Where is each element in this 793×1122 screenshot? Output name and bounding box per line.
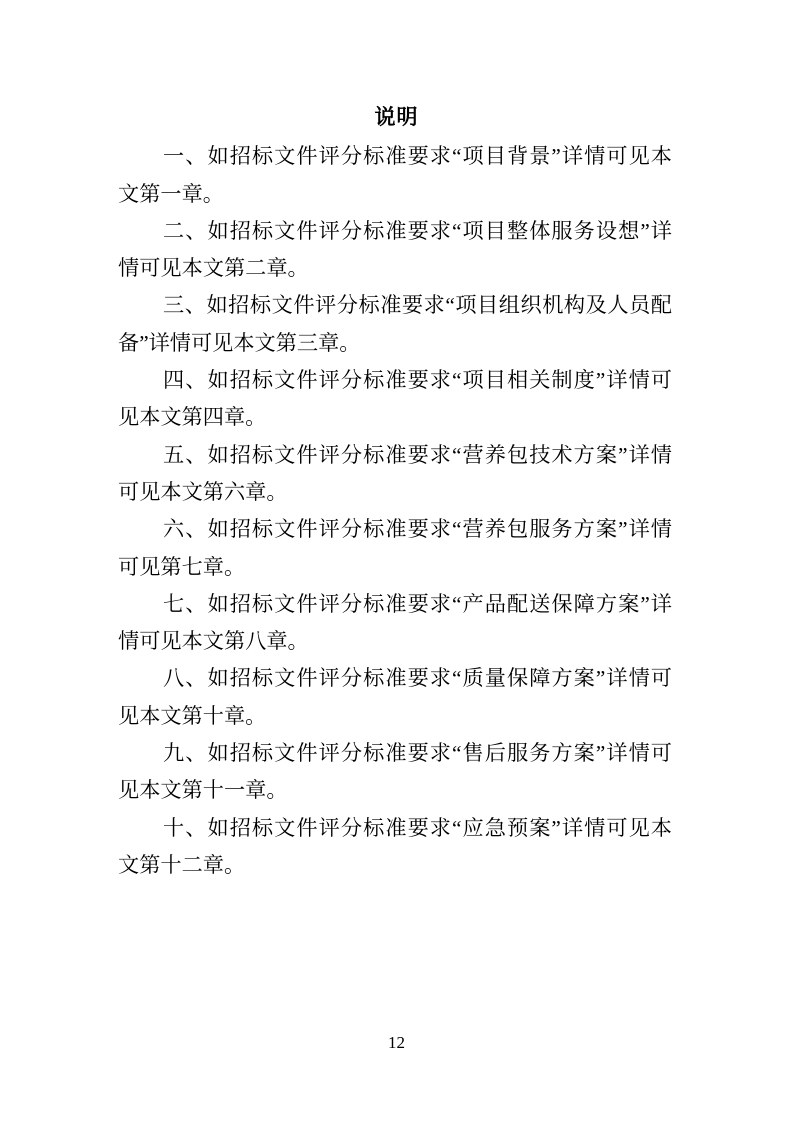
document-body <box>118 138 672 884</box>
paragraph-line: 七、如招标文件评分标准要求“产品配送保障方案”详 <box>163 591 672 616</box>
paragraph-line: 见本文第十章。 <box>118 703 267 728</box>
page-number: 12 <box>388 1033 405 1052</box>
paragraph-line: 六、如招标文件评分标准要求“营养包服务方案”详情 <box>163 517 672 542</box>
paragraph-4 <box>118 362 672 437</box>
paragraph-9 <box>118 735 672 810</box>
paragraph-line: 见本文第十一章。 <box>118 778 288 803</box>
paragraph-line: 情可见本文第八章。 <box>118 629 309 654</box>
paragraph-line: 五、如招标文件评分标准要求“营养包技术方案”详情 <box>163 442 672 467</box>
paragraph-10 <box>118 810 672 885</box>
page-title: 说明 <box>374 105 419 129</box>
paragraph-line: 十、如招标文件评分标准要求“应急预案”详情可见本 <box>163 815 672 840</box>
paragraph-5 <box>118 437 672 512</box>
paragraph-8 <box>118 660 672 735</box>
paragraph-line: 八、如招标文件评分标准要求“质量保障方案”详情可 <box>163 666 672 691</box>
paragraph-line: 九、如招标文件评分标准要求“售后服务方案”详情可 <box>163 741 672 766</box>
paragraph-6 <box>118 511 672 586</box>
paragraph-line: 可见本文第六章。 <box>118 479 288 504</box>
paragraph-line: 备”详情可见本文第三章。 <box>118 330 361 355</box>
paragraph-1 <box>118 138 672 213</box>
paragraph-line: 文第一章。 <box>118 181 224 206</box>
paragraph-line: 一、如招标文件评分标准要求“项目背景”详情可见本 <box>163 144 672 169</box>
paragraph-line: 情可见本文第二章。 <box>118 256 309 281</box>
paragraph-line: 三、如招标文件评分标准要求“项目组织机构及人员配 <box>163 293 672 318</box>
paragraph-line: 文第十二章。 <box>118 852 246 877</box>
paragraph-3 <box>118 287 672 362</box>
paragraph-2 <box>118 213 672 288</box>
paragraph-line: 可见第七章。 <box>118 554 246 579</box>
paragraph-line: 二、如招标文件评分标准要求“项目整体服务设想”详 <box>163 218 672 243</box>
paragraph-line: 见本文第四章。 <box>118 405 267 430</box>
paragraph-7 <box>118 586 672 661</box>
paragraph-line: 四、如招标文件评分标准要求“项目相关制度”详情可 <box>163 368 672 393</box>
